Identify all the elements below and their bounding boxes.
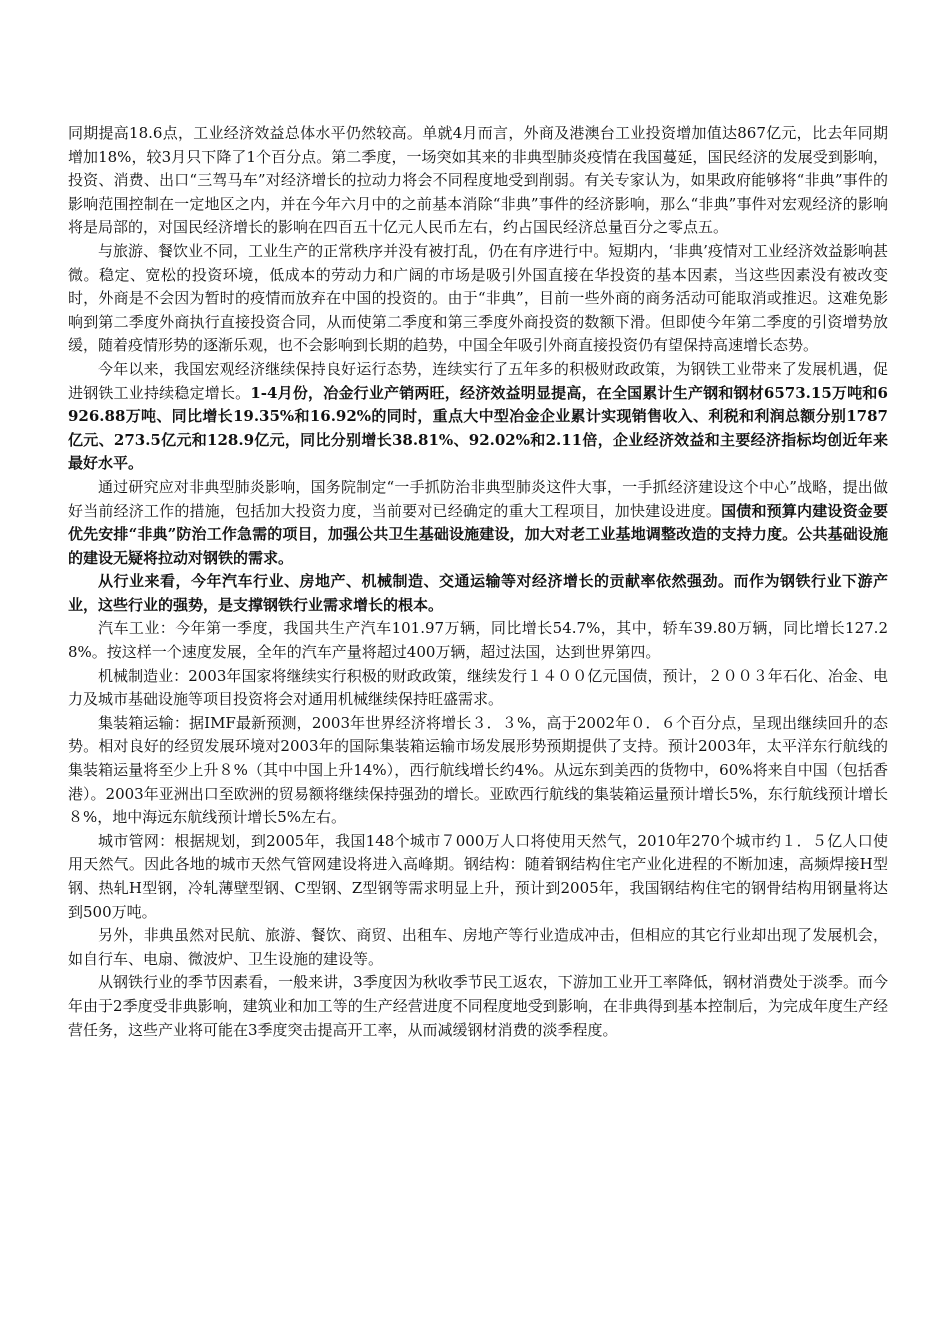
paragraph-bold-text: 从行业来看，今年汽车行业、房地产、机械制造、交通运输等对经济增长的贡献率依然强劲。而作为钢铁行业下游产业，这些行业的强势，是支撑钢铁行业需求增长的根本。 — [68, 572, 888, 614]
paragraph-6 — [68, 617, 888, 664]
paragraph-7 — [68, 665, 888, 712]
paragraph-3 — [68, 358, 888, 476]
paragraph-text: 从钢铁行业的季节因素看，一般来讲，3季度因为秋收季节民工返农，下游加工业开工率降低，钢材消费处于淡季。而今年由于2季度受非典影响，建筑业和加工等的生产经营进度不同程度地受到影响，在非典得到基本控制后，为完成年度生产经营任务，这些产业将可能在3季度突击提高开工率，从而减缓钢材消费的淡季程度。 — [68, 973, 888, 1039]
paragraph-text: 通过研究应对非典型肺炎影响，国务院制定“一手抓防治非典型肺炎这件大事，一手抓经济建设这个中心”战略，提出做好当前经济工作的措施，包括加大投资力度，当前要对已经确定的重大工程项目，加快建设进度。 — [68, 477, 888, 520]
paragraph-8 — [68, 712, 888, 830]
paragraph-text: 另外，非典虽然对民航、旅游、餐饮、商贸、出租车、房地产等行业造成冲击，但相应的其它行业却出现了发展机会，如自行车、电扇、微波炉、卫生设施的建设等。 — [68, 926, 888, 968]
paragraph-bold-text: 国债和预算内建设资金要优先安排“非典”防治工作急需的项目，加强公共卫生基础设施建设，加大对老工业基地调整改造的支持力度。公共基础设施的建设无疑将拉动对钢铁的需求。 — [68, 501, 888, 567]
paragraph-10 — [68, 924, 888, 971]
paragraph-text: 同期提高18.6点，工业经济效益总体水平仍然较高。单就4月而言，外商及港澳台工业投资增加值达867亿元，比去年同期增加18%，较3月只下降了1个百分点。第二季度，一场突如其来的非典型肺炎疫情在我国蔓延，国民经济的发展受到影响，投资、消费、出口“三驾马车”对经济增长的拉动力将会不同程度地受到削弱。有关专家认为，如果政府能够将“非典”事件的影响范围控制在一定地区之内，并在今年六月中的之前基本消除“非典”事件的经济影响，那么“非典”事件对宏观经济的影响将是局部的，对国民经济增长的影响在四百五十亿元人民币左右，约占国民经济总量百分之零点五。 — [68, 124, 888, 237]
paragraph-4 — [68, 476, 888, 570]
paragraph-text: 与旅游、餐饮业不同，工业生产的正常秩序并没有被打乱，仍在有序进行中。短期内，‘非典’疫情对工业经济效益影响甚微。稳定、宽松的投资环境，低成本的劳动力和广阔的市场是吸引外国直接在华投资的基本因素，当这些因素没有被改变时，外商是不会因为暂时的疫情而放弃在中国的投资的。由于“非典”，目前一些外商的商务活动可能取消或推迟。这难免影响到第二季度外商执行直接投资合同，从而使第二季度和第三季度外商投资的数额下滑。但即使今年第二季度的引资增势放缓，随着疫情形势的逐渐乐观，也不会影响到长期的趋势，中国全年吸引外商直接投资仍有望保持高速增长态势。 — [68, 241, 888, 355]
paragraph-text: 机械制造业：2003年国家将继续实行积极的财政政策，继续发行１４００亿元国债，预计，２００３年石化、冶金、电力及城市基础设施等项目投资将会对通用机械继续保持旺盛需求。 — [68, 666, 888, 709]
paragraph-2 — [68, 240, 888, 358]
paragraph-text: 今年以来，我国宏观经济继续保持良好运行态势，连续实行了五年多的积极财政政策，为钢铁工业带来了发展机遇，促进钢铁工业持续稳定增长。 — [68, 359, 888, 402]
paragraph-1 — [68, 122, 888, 240]
paragraph-11 — [68, 971, 888, 1042]
paragraph-text: 城市管网：根据规划，到2005年，我国148个城市７000万人口将使用天然气，2010年270个城市约１．５亿人口使用天然气。因此各地的城市天然气管网建设将进入高峰期。钢结构：随着钢结构住宅产业化进程的不断加速，高频焊接H型钢、热轧H型钢，冷轧薄壁型钢、C型钢、Z型钢等需求明显上升，预计到2005年，我国钢结构住宅的钢骨结构用钢量将达到500万吨。 — [68, 831, 888, 921]
paragraph-9 — [68, 830, 888, 924]
paragraph-text: 集装箱运输：据IMF最新预测，2003年世界经济将增长３．３%，高于2002年０．６个百分点，呈现出继续回升的态势。相对良好的经贸发展环境对2003年的国际集装箱运输市场发展形势预期提供了支持。预计2003年，太平洋东行航线的集装箱运量将至少上升８%（其中中国上升14%），西行航线增长约4%。从远东到美西的货物中，60%将来自中国（包括香港）。2003年亚洲出口至欧洲的贸易额将继续保持强劲的增长。亚欧西行航线的集装箱运量预计增长5%，东行航线预计增长８%，地中海远东航线预计增长5%左右。 — [68, 713, 888, 827]
paragraph-bold-text: 1-4月份，冶金行业产销两旺，经济效益明显提高，在全国累计生产钢和钢材6573.15万吨和6926.88万吨、同比增长19.35%和16.92%的同时，重点大中型冶金企业累计实现销售收入、利税和利润总额分别1787亿元、273.5亿元和128.9亿元，同比分别增长38.81%、92.02%和2.11倍，企业经济效益和主要经济指标均创近年来最好水平。 — [68, 383, 888, 473]
paragraph-text: 汽车工业：今年第一季度，我国共生产汽车101.97万辆，同比增长54.7%，其中，轿车39.80万辆，同比增长127.28%。按这样一个速度发展，全年的汽车产量将超过400万辆，超过法国，达到世界第四。 — [68, 619, 888, 662]
paragraph-5 — [68, 570, 888, 617]
